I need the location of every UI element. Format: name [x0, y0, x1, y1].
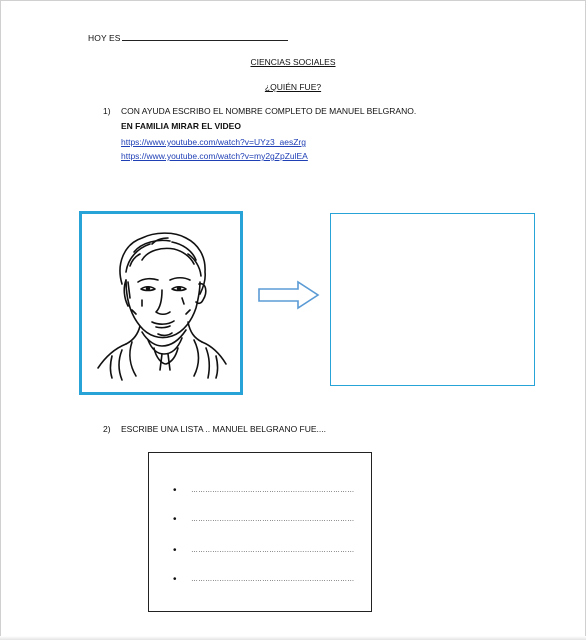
list-item[interactable]: [173, 575, 363, 587]
list-item-blank: ……………………………………………………………: [191, 487, 355, 494]
list-item[interactable]: [173, 546, 363, 558]
list-item[interactable]: [173, 515, 363, 527]
page-shadow: [0, 636, 586, 640]
instruction-1-text: CON AYUDA ESCRIBO EL NOMBRE COMPLETO DE MANUEL BELGRANO.: [121, 106, 417, 116]
instruction-2-text: ESCRIBE UNA LISTA .. MANUEL BELGRANO FUE....: [121, 424, 326, 434]
instruction-1-number: 1): [103, 106, 111, 116]
list-item-blank: ……………………………………………………………: [191, 576, 355, 583]
date-label: HOY ES: [88, 33, 121, 43]
outline-arrow-right-icon: [258, 280, 320, 310]
date-blank-field[interactable]: [122, 31, 288, 41]
main-question-title: ¿QUIÉN FUE?: [264, 82, 322, 92]
answer-box[interactable]: [330, 213, 535, 386]
list-box: [148, 452, 372, 612]
list-item[interactable]: [173, 486, 363, 498]
list-item-blank: ……………………………………………………………: [191, 516, 355, 523]
bullet-icon: •: [173, 545, 177, 556]
date-line: [88, 31, 288, 43]
subject-title: CIENCIAS SOCIALES: [250, 57, 336, 67]
video-link-2[interactable]: https://www.youtube.com/watch?v=my2gZpZulEA: [121, 151, 308, 161]
list-item-blank: ……………………………………………………………: [191, 547, 355, 554]
page-border: [0, 0, 586, 1]
manuel-belgrano-portrait-icon: [82, 214, 240, 392]
instruction-2-number: 2): [103, 424, 111, 434]
bullet-icon: •: [173, 485, 177, 496]
bullet-icon: •: [173, 574, 177, 585]
instruction-1: [103, 106, 416, 116]
bullet-icon: •: [173, 514, 177, 525]
page-border-left: [0, 0, 1, 640]
portrait-frame: [79, 211, 243, 395]
instruction-2: [103, 424, 326, 434]
family-note: EN FAMILIA MIRAR EL VIDEO: [121, 121, 241, 131]
video-link-1[interactable]: https://www.youtube.com/watch?v=UYz3_aesZrg: [121, 137, 306, 147]
